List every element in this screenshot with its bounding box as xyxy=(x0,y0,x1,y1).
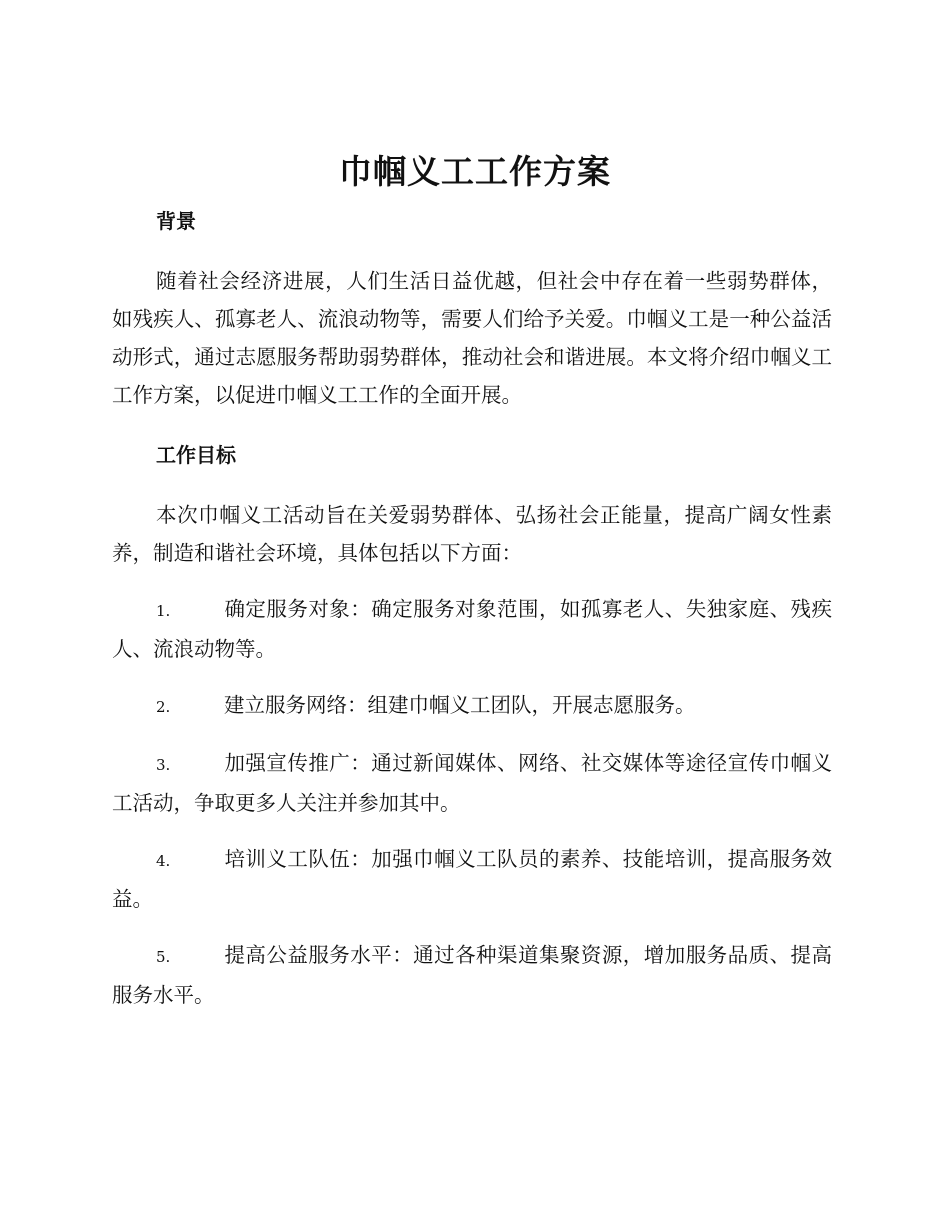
list-item xyxy=(112,840,832,918)
goals-paragraph: 本次巾帼义工活动旨在关爱弱势群体、弘扬社会正能量，提高广阔女性素养，制造和谐社会环境，具体包括以下方面： xyxy=(112,503,832,565)
list-item-text: 建立服务网络：组建巾帼义工团队，开展志愿服务。 xyxy=(224,693,696,717)
list-item xyxy=(112,744,832,822)
document-body xyxy=(112,202,832,1014)
list-item-number: 1. xyxy=(156,602,171,620)
background-paragraph: 随着社会经济进展，人们生活日益优越，但社会中存在着一些弱势群体，如残疾人、孤寡老人、流浪动物等，需要人们给予关爱。巾帼义工是一种公益活动形式，通过志愿服务帮助弱势群体，推动社会和谐进展。本文将介绍巾帼义工工作方案，以促进巾帼义工工作的全面开展。 xyxy=(112,269,832,407)
document-title: 巾帼义工工作方案 xyxy=(339,152,611,191)
list-item xyxy=(112,590,832,668)
list-item-text: 提高公益服务水平：通过各种渠道集聚资源，增加服务品质、提高服务水平。 xyxy=(112,943,832,1007)
list-item xyxy=(112,936,832,1014)
section-heading-goals: 工作目标 xyxy=(156,443,236,467)
list-item-number: 4. xyxy=(156,852,171,870)
list-item xyxy=(112,686,832,726)
section-heading-background: 背景 xyxy=(156,209,196,233)
list-item-number: 2. xyxy=(156,698,171,716)
list-item-text: 确定服务对象：确定服务对象范围，如孤寡老人、失独家庭、残疾人、流浪动物等。 xyxy=(112,597,832,661)
list-item-number: 5. xyxy=(156,948,171,966)
list-item-text: 培训义工队伍：加强巾帼义工队员的素养、技能培训，提高服务效益。 xyxy=(112,847,832,911)
list-item-number: 3. xyxy=(156,756,171,774)
list-item-text: 加强宣传推广：通过新闻媒体、网络、社交媒体等途径宣传巾帼义工活动，争取更多人关注并参加其中。 xyxy=(112,751,832,815)
